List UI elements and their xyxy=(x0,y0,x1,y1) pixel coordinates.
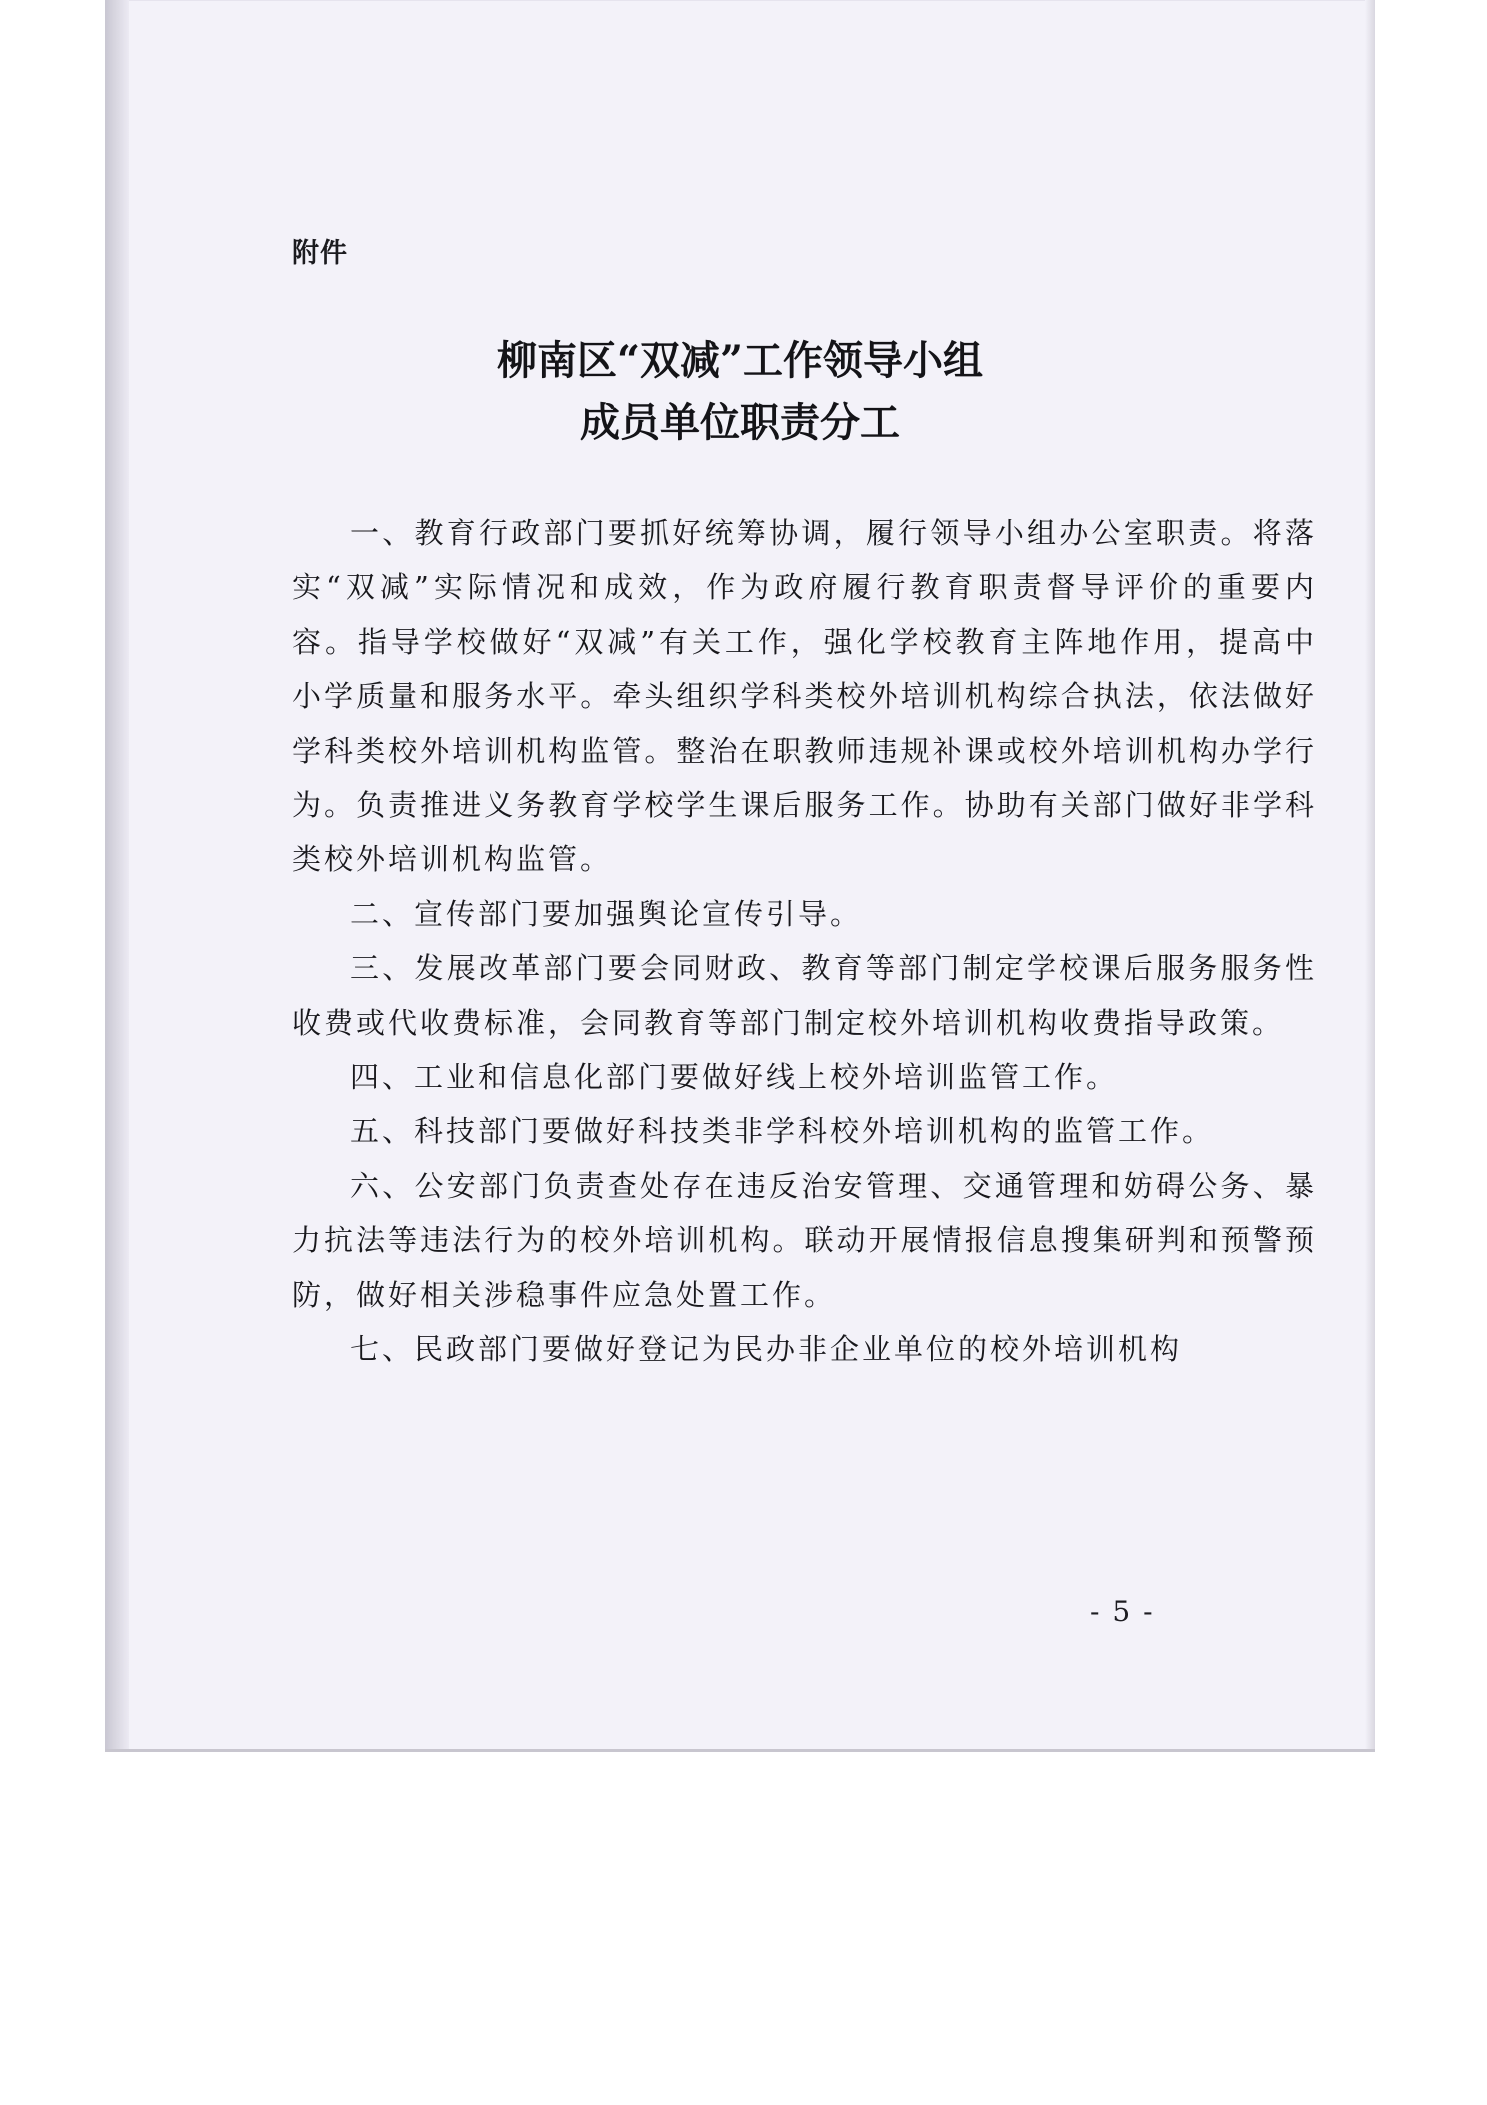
page-number: - 5 - xyxy=(1090,1595,1155,1628)
scanned-page xyxy=(105,0,1375,1752)
scan-shadow-left xyxy=(105,0,129,1752)
page-title xyxy=(105,330,1375,454)
title-line-2: 成员单位职责分工 xyxy=(580,399,900,446)
paragraph-industry-it: 四、工业和信息化部门要做好线上校外培训监管工作。 xyxy=(350,1060,1119,1095)
attachment-label: 附件 xyxy=(292,238,348,269)
paragraph-public-security: 六、公安部门负责查处存在违反治安管理、交通管理和妨碍公务、暴力抗法等违法行为的校外培训机构。联动开展情报信息搜集研判和预警预防，做好相关涉稳事件应急处置工作。 xyxy=(292,1168,1317,1312)
title-line-1: 柳南区“双减”工作领导小组 xyxy=(496,337,983,384)
document-body xyxy=(292,506,1317,1377)
paragraph-science-tech: 五、科技部门要做好科技类非学科校外培训机构的监管工作。 xyxy=(350,1114,1215,1149)
scan-shadow-right xyxy=(1365,0,1375,1752)
paragraph-development-reform: 三、发展改革部门要会同财政、教育等部门制定学校课后服务服务性收费或代收费标准，会同教育等部门制定校外培训机构收费指导政策。 xyxy=(292,951,1317,1040)
paragraph-education: 一、教育行政部门要抓好统筹协调，履行领导小组办公室职责。将落实“双减”实际情况和成效，作为政府履行教育职责督导评价的重要内容。指导学校做好“双减”有关工作，强化学校教育主阵地作用，提高中小学质量和服务水平。牵头组织学科类校外培训机构综合执法，依法做好学科类校外培训机构监管。整治在职教师违规补课或校外培训机构办学行为。负责推进义务教育学校学生课后服务工作。协助有关部门做好非学科类校外培训机构监管。 xyxy=(292,516,1317,877)
scan-bottom-edge xyxy=(105,1749,1375,1752)
paragraph-publicity: 二、宣传部门要加强舆论宣传引导。 xyxy=(350,896,863,931)
paragraph-civil-affairs: 七、民政部门要做好登记为民办非企业单位的校外培训机构 xyxy=(350,1332,1183,1367)
